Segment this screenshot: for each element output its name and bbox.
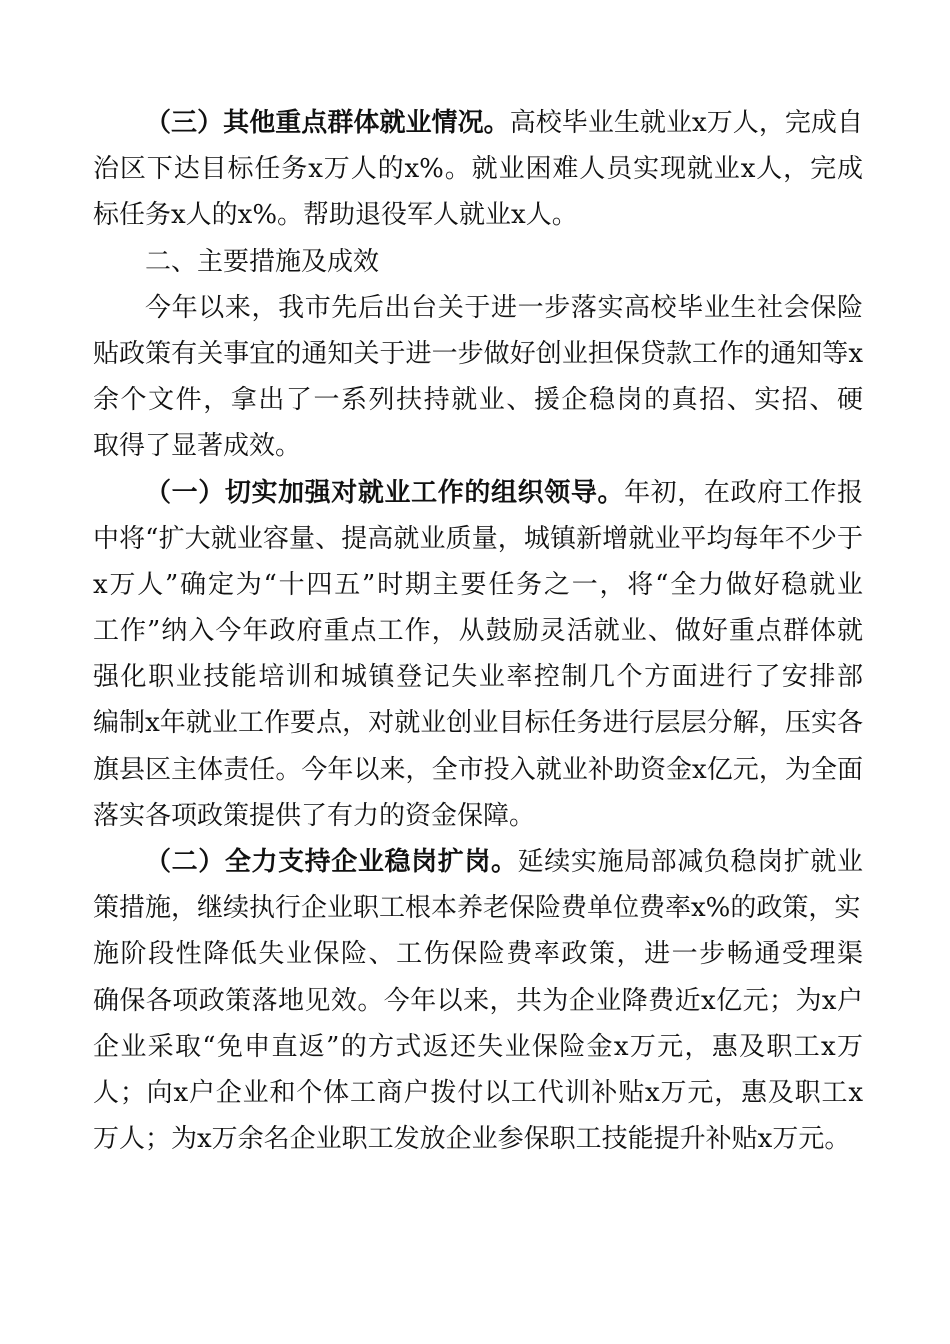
paragraph-measures-intro [93,285,863,470]
text-line: 取得了显著成效。 [93,431,302,462]
text-line: 施阶段性降低失业保险、工伤保险费率政策，进一步畅通受理渠 [93,939,863,970]
section-heading-inline: （三）其他重点群体就业情况。 [145,108,510,138]
text-line: 万人；为x万余名企业职工发放企业参保职工技能提升补贴x万元。 [93,1124,851,1155]
text-line: 治区下达目标任务x万人的x%。就业困难人员实现就业x人，完成 [93,154,863,185]
text-line: 人；向x户企业和个体工商户拨付以工代训补贴x万元，惠及职工x [93,1077,863,1108]
text-line: （一）切实加强对就业工作的组织领导。年初，在政府工作报 [145,477,863,508]
text-line: 工作”纳入今年政府重点工作，从鼓励灵活就业、做好重点群体就 [93,616,863,647]
text-line: （二）全力支持企业稳岗扩岗。延续实施局部减负稳岗扩就业 [145,847,863,877]
paragraph-other-key-groups [93,100,863,239]
text-line: 确保各项政策落地见效。今年以来，共为企业降费近x亿元；为x户 [93,985,863,1016]
text-line: 中将“扩大就业容量、提高就业质量，城镇新增就业平均每年不少于 [93,523,863,554]
text-line: 旗县区主体责任。今年以来，全市投入就业补助资金x亿元，为全面 [93,754,863,785]
text-line: x万人”确定为“十四五”时期主要任务之一，将“全力做好稳就业 [93,569,863,600]
text-line: 强化职业技能培训和城镇登记失业率控制几个方面进行了安排部 [93,662,863,693]
section-heading-inline: （二）全力支持企业稳岗扩岗。 [145,847,518,877]
section-heading: 二、主要措施及成效 [145,246,380,277]
section-heading-inline: （一）切实加强对就业工作的组织领导。 [145,477,625,508]
text-line: 编制x年就业工作要点，对就业创业目标任务进行层层分解，压实各 [93,708,863,739]
text-line: （三）其他重点群体就业情况。高校毕业生就业x万人，完成自 [145,108,863,138]
paragraph-enterprise-support [93,839,863,1162]
text-line: 贴政策有关事宜的通知关于进一步做好创业担保贷款工作的通知等x [93,338,863,369]
text-line: 余个文件，拿出了一系列扶持就业、援企稳岗的真招、实招、硬 [93,385,863,416]
text-line: 策措施，继续执行企业职工根本养老保险费单位费率x%的政策，实 [93,893,861,924]
paragraph-organization-leadership [93,470,863,840]
text-line: 今年以来，我市先后出台关于进一步落实高校毕业生社会保险 [145,292,863,323]
text-line: 企业采取“免申直返”的方式返还失业保险金x万元，惠及职工x万 [93,1031,863,1062]
text-line: 标任务x人的x%。帮助退役军人就业x人。 [93,200,578,231]
document-body [93,100,863,1162]
text-line: 落实各项政策提供了有力的资金保障。 [93,800,536,831]
